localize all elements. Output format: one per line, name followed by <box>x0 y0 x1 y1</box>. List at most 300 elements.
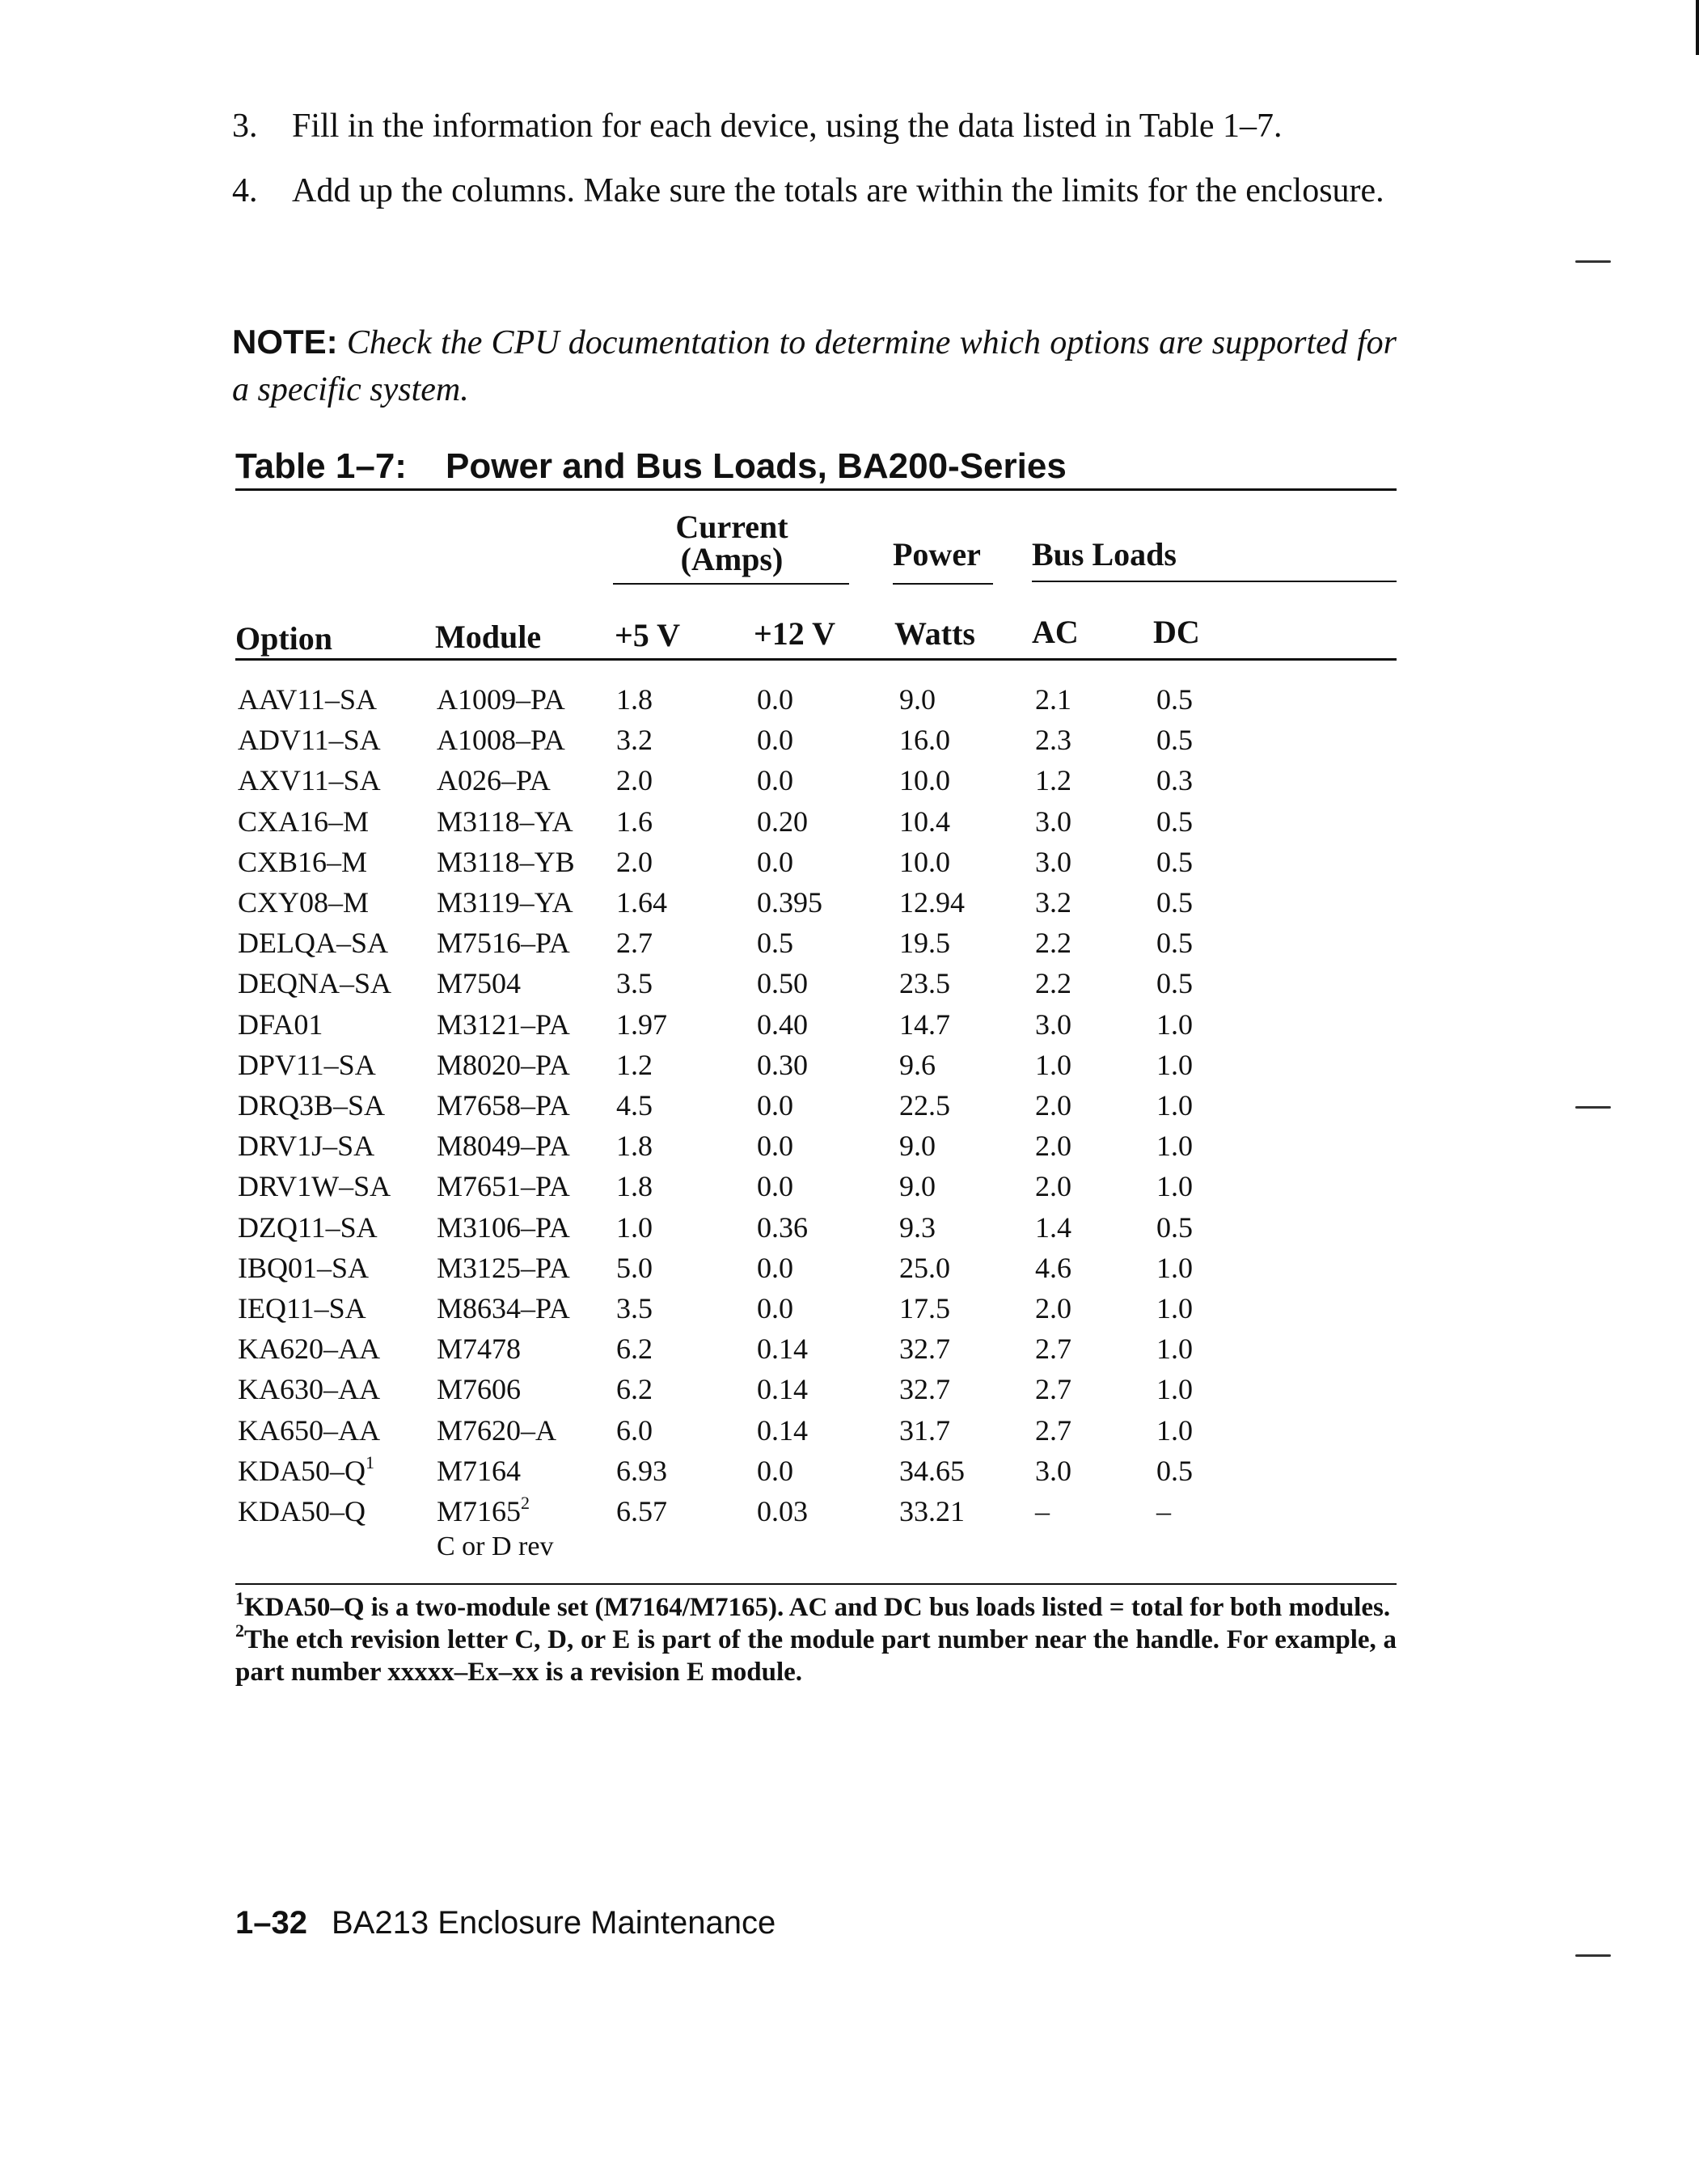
table-cell-ac <box>1035 1211 1071 1244</box>
note-text: Check the CPU documentation to determine which options are supported for a specific system. <box>232 324 1397 408</box>
cell-text: 1.0 <box>616 1211 653 1244</box>
cell-text: 6.2 <box>616 1333 653 1365</box>
current-unit-header: (Amps) <box>680 541 784 577</box>
cell-text: 22.5 <box>899 1089 950 1122</box>
table-cell-module <box>437 764 551 796</box>
cell-text: IEQ11–SA <box>238 1292 366 1324</box>
footnote-mark: 2 <box>235 1620 244 1641</box>
cell-text: 0.20 <box>757 805 808 838</box>
cell-text: A1009–PA <box>437 683 565 716</box>
cell-text: 2.0 <box>616 764 653 796</box>
table-cell-dc <box>1156 1049 1193 1081</box>
cell-text: 0.36 <box>757 1211 808 1244</box>
table-cell-option <box>238 1452 374 1487</box>
table-cell-dc <box>1156 1211 1193 1244</box>
cell-text: 0.0 <box>757 1252 793 1284</box>
cell-text: M7606 <box>437 1373 522 1405</box>
table-cell-dc <box>1156 1252 1193 1284</box>
cell-text: 32.7 <box>899 1333 950 1365</box>
cell-text: 33.21 <box>899 1495 965 1527</box>
table-cell-option <box>238 1211 378 1244</box>
cell-text: M8634–PA <box>437 1292 570 1324</box>
table-cell-option <box>238 1049 376 1081</box>
cell-text: 2.0 <box>1035 1170 1071 1202</box>
footnote <box>235 1620 1397 1688</box>
cell-text: M3106–PA <box>437 1211 570 1244</box>
bus-loads-header: Bus Loads <box>1032 536 1177 572</box>
cell-text: ADV11–SA <box>238 724 381 756</box>
table-cell-dc <box>1156 1292 1193 1324</box>
table-cell-watts <box>899 1089 950 1122</box>
table-cell-module <box>437 1211 570 1244</box>
table-cell-ac <box>1035 1049 1071 1081</box>
note-label: NOTE: <box>232 323 338 361</box>
table-row <box>0 927 1699 967</box>
cell-text: M8049–PA <box>437 1130 570 1162</box>
column-header-module: Module <box>435 619 542 655</box>
cell-text: 0.30 <box>757 1049 808 1081</box>
footnote-ref: 2 <box>521 1493 530 1513</box>
table-cell-watts <box>899 1049 936 1081</box>
table-cell-v12 <box>757 1252 793 1284</box>
cell-text: M7658–PA <box>437 1089 570 1122</box>
cell-text: 9.0 <box>899 1170 936 1202</box>
cell-text: 0.0 <box>757 724 793 756</box>
cell-text: M3125–PA <box>437 1252 570 1284</box>
cell-text: 0.03 <box>757 1495 808 1527</box>
table-cell-option <box>238 967 391 999</box>
table-row <box>0 683 1699 724</box>
cell-text: 0.14 <box>757 1414 808 1447</box>
page-number: 1–32 <box>235 1905 307 1941</box>
cell-text: M3118–YA <box>437 805 573 838</box>
cell-text: M7516–PA <box>437 927 570 959</box>
table-cell-ac <box>1035 1333 1071 1365</box>
table-cell-option <box>238 1495 366 1527</box>
table-cell-ac <box>1035 1089 1071 1122</box>
table-cell-ac <box>1035 724 1071 756</box>
table-cell-v12 <box>757 724 793 756</box>
table-cell-module <box>437 805 573 838</box>
table-row <box>0 1211 1699 1252</box>
table-cell-option <box>238 1170 391 1202</box>
cell-text: M7164 <box>437 1455 522 1487</box>
table-row <box>0 846 1699 886</box>
cell-text: 1.6 <box>616 805 653 838</box>
table-cell-option <box>238 886 369 919</box>
page-footer <box>235 1905 776 1941</box>
cell-text: 0.5 <box>1156 1455 1193 1487</box>
table-cell-watts <box>899 1130 936 1162</box>
table-cell-v5 <box>616 967 653 999</box>
table-cell-v5 <box>616 1495 667 1527</box>
table-row <box>0 886 1699 927</box>
cell-text: 2.0 <box>1035 1130 1071 1162</box>
table-cell-module <box>437 1049 570 1081</box>
table-cell-option <box>238 1008 323 1041</box>
cell-text: – <box>1156 1495 1171 1527</box>
cell-text: 31.7 <box>899 1414 950 1447</box>
cell-text: DPV11–SA <box>238 1049 376 1081</box>
table-cell-watts <box>899 764 950 796</box>
table-cell-watts <box>899 886 965 919</box>
step-text: Fill in the information for each device, using the data listed in Table 1–7. <box>292 108 1283 145</box>
column-header-ac: AC <box>1032 614 1079 650</box>
cell-text: 3.5 <box>616 1292 653 1324</box>
table-cell-module <box>437 886 573 919</box>
table-cell-ac <box>1035 1130 1071 1162</box>
table-cell-v5 <box>616 1211 653 1244</box>
table-cell-watts <box>899 1211 936 1244</box>
table-cell-watts <box>899 1373 950 1405</box>
cell-text: DFA01 <box>238 1008 323 1041</box>
table-cell-ac <box>1035 967 1071 999</box>
table-cell-v12 <box>757 1008 808 1041</box>
footnotes <box>235 1588 1397 1688</box>
table-cell-v5 <box>616 886 667 919</box>
cell-text: 0.5 <box>757 927 793 959</box>
table-cell-module <box>437 1130 570 1162</box>
table-row <box>0 1252 1699 1292</box>
table-cell-v12 <box>757 1089 793 1122</box>
table-cell-dc <box>1156 1130 1193 1162</box>
table-cell-v12 <box>757 967 808 999</box>
table-cell-module <box>437 967 521 999</box>
table-cell-module <box>437 1455 521 1487</box>
cell-text: DEQNA–SA <box>238 967 392 999</box>
cell-text: 0.0 <box>757 1170 793 1202</box>
cell-text: IBQ01–SA <box>238 1252 370 1284</box>
table-cell-dc <box>1156 724 1193 756</box>
table-cell-module <box>437 1008 570 1041</box>
table-row <box>0 1170 1699 1210</box>
cell-text: 1.0 <box>1156 1049 1193 1081</box>
cell-text: 2.0 <box>616 846 653 878</box>
column-header-watts: Watts <box>894 615 975 652</box>
cell-text: DRV1W–SA <box>238 1170 391 1202</box>
cell-text: 1.0 <box>1035 1049 1071 1081</box>
table-cell-dc <box>1156 967 1193 999</box>
table-cell-option <box>238 1414 380 1447</box>
cell-text: 4.6 <box>1035 1252 1071 1284</box>
table-cell-option <box>238 927 388 959</box>
cell-text: 1.0 <box>1156 1333 1193 1365</box>
table-cell-v5 <box>616 1170 653 1202</box>
footnote-text: The etch revision letter C, D, or E is part of the module part number near the handle. For example, a part number xxxxx–Ex–xx is a revision E module. <box>235 1625 1397 1687</box>
cell-text: DZQ11–SA <box>238 1211 378 1244</box>
cell-text: 19.5 <box>899 927 950 959</box>
cell-text: 3.0 <box>1035 805 1071 838</box>
table-cell-v5 <box>616 1455 667 1487</box>
column-header-option: Option <box>235 620 333 657</box>
table-cell-module <box>437 683 565 716</box>
cell-text: 2.7 <box>1035 1414 1071 1447</box>
table-row <box>0 1130 1699 1170</box>
footnote <box>235 1588 1397 1624</box>
cell-text: DELQA–SA <box>238 927 388 959</box>
table-cell-dc <box>1156 764 1193 796</box>
cell-text: 6.57 <box>616 1495 667 1527</box>
cell-text: CXY08–M <box>238 886 370 919</box>
table-cell-option <box>238 1292 366 1324</box>
cell-text: 10.0 <box>899 846 950 878</box>
table-cell-module <box>437 1495 553 1563</box>
cell-text: 1.0 <box>1156 1089 1193 1122</box>
table-cell-ac <box>1035 886 1071 919</box>
cell-text: 1.8 <box>616 1130 653 1162</box>
cell-text: 0.5 <box>1156 1211 1193 1244</box>
table-cell-dc <box>1156 683 1193 716</box>
cell-text: 3.2 <box>616 724 653 756</box>
footnote-mark: 1 <box>235 1588 244 1608</box>
cell-text: 1.0 <box>1156 1373 1193 1405</box>
table-cell-watts <box>899 1414 950 1447</box>
table-cell-v12 <box>757 805 808 838</box>
table-row <box>0 724 1699 764</box>
table-cell-dc <box>1156 1089 1193 1122</box>
table-cell-option <box>238 724 381 756</box>
table-cell-v12 <box>757 1292 793 1324</box>
table-cell-module <box>437 1292 570 1324</box>
table-cell-ac <box>1035 764 1071 796</box>
cell-text: 14.7 <box>899 1008 950 1041</box>
cell-text: 0.5 <box>1156 805 1193 838</box>
cell-text: 3.0 <box>1035 846 1071 878</box>
step-text: Add up the columns. Make sure the totals are within the limits for the enclosure. <box>292 172 1384 209</box>
table-number: Table 1–7: <box>235 446 407 486</box>
table-cell-ac <box>1035 805 1071 838</box>
table-cell-watts <box>899 1252 950 1284</box>
table-cell-watts <box>899 1170 936 1202</box>
table-cell-v5 <box>616 805 653 838</box>
table-cell-option <box>238 1252 369 1284</box>
cell-text: 0.0 <box>757 1292 793 1324</box>
table-row <box>0 764 1699 805</box>
table-cell-v12 <box>757 1211 808 1244</box>
cell-text: 4.5 <box>616 1089 653 1122</box>
table-cell-dc <box>1156 1008 1193 1041</box>
cell-text: CXB16–M <box>238 846 368 878</box>
cell-text: 32.7 <box>899 1373 950 1405</box>
cell-text: M3119–YA <box>437 886 573 919</box>
table-cell-module <box>437 1373 521 1405</box>
cell-text: 0.0 <box>757 764 793 796</box>
table-cell-dc <box>1156 1170 1193 1202</box>
table-bottom-rule <box>235 1583 1397 1585</box>
cell-text: 1.0 <box>1156 1008 1193 1041</box>
table-row <box>0 967 1699 1008</box>
table-cell-module <box>437 1414 556 1447</box>
table-cell-dc <box>1156 927 1193 959</box>
table-cell-option <box>238 846 367 878</box>
cell-text: 23.5 <box>899 967 950 999</box>
cell-text: 10.0 <box>899 764 950 796</box>
footnote-ref: 1 <box>366 1452 374 1472</box>
cell-text: 1.0 <box>1156 1414 1193 1447</box>
table-cell-ac <box>1035 1495 1050 1527</box>
step-number: 4. <box>232 172 258 209</box>
cell-text: M7620–A <box>437 1414 557 1447</box>
cell-text: 2.7 <box>616 927 653 959</box>
cell-text: 1.2 <box>1035 764 1071 796</box>
cell-text: CXA16–M <box>238 805 370 838</box>
table-cell-watts <box>899 1292 950 1324</box>
cell-text: 1.8 <box>616 683 653 716</box>
table-cell-ac <box>1035 846 1071 878</box>
cell-text: M3121–PA <box>437 1008 570 1041</box>
table-cell-v12 <box>757 1049 808 1081</box>
table-cell-v12 <box>757 1130 793 1162</box>
table-cell-dc <box>1156 1455 1193 1487</box>
cell-text: 6.93 <box>616 1455 667 1487</box>
cell-text: 0.5 <box>1156 724 1193 756</box>
cell-text: KA630–AA <box>238 1373 380 1405</box>
table-title: Power and Bus Loads, BA200-Series <box>446 446 1067 486</box>
table-cell-ac <box>1035 1373 1071 1405</box>
table-cell-v5 <box>616 1130 653 1162</box>
cell-text: 0.5 <box>1156 927 1193 959</box>
table-cell-dc <box>1156 1495 1171 1527</box>
cell-text: 0.40 <box>757 1008 808 1041</box>
table-cell-module <box>437 724 565 756</box>
table-cell-v5 <box>616 724 653 756</box>
table-cell-watts <box>899 1455 965 1487</box>
table-row <box>0 805 1699 846</box>
table-cell-v5 <box>616 846 653 878</box>
table-cell-ac <box>1035 1252 1071 1284</box>
table-cell-v5 <box>616 1414 653 1447</box>
table-cell-v5 <box>616 1373 653 1405</box>
table-cell-v5 <box>616 1252 653 1284</box>
cell-text: 0.0 <box>757 1089 793 1122</box>
table-cell-v5 <box>616 1292 653 1324</box>
cell-text: 1.0 <box>1156 1170 1193 1202</box>
table-cell-ac <box>1035 1414 1071 1447</box>
table-cell-watts <box>899 927 950 959</box>
cell-text: 1.97 <box>616 1008 667 1041</box>
cell-text: 3.0 <box>1035 1008 1071 1041</box>
table-cell-dc <box>1156 1373 1193 1405</box>
current-header: Current <box>675 509 788 545</box>
cell-text: AAV11–SA <box>238 683 378 716</box>
table-cell-v12 <box>757 927 793 959</box>
cell-text: M7651–PA <box>437 1170 570 1202</box>
table-cell-watts <box>899 1333 950 1365</box>
table-cell-watts <box>899 805 950 838</box>
table-cell-v12 <box>757 1455 793 1487</box>
power-header: Power <box>893 536 981 572</box>
table-cell-module <box>437 846 575 878</box>
table-cell-option <box>238 1373 380 1405</box>
table-cell-module <box>437 1170 570 1202</box>
table-row <box>0 1373 1699 1413</box>
cell-text: 9.6 <box>899 1049 936 1081</box>
cell-text: 0.14 <box>757 1333 808 1365</box>
cell-text: 17.5 <box>899 1292 950 1324</box>
table-row <box>0 1008 1699 1049</box>
cell-text: KDA50–Q <box>238 1495 366 1527</box>
table-row <box>0 1452 1699 1495</box>
table-cell-v12 <box>757 846 793 878</box>
column-header-12v: +12 V <box>754 615 835 652</box>
table-cell-v5 <box>616 1049 653 1081</box>
cell-text: 0.0 <box>757 1455 793 1487</box>
cell-text: M8020–PA <box>437 1049 570 1081</box>
cell-text: 0.5 <box>1156 846 1193 878</box>
table-cell-module <box>437 1333 521 1365</box>
table-cell-ac <box>1035 1008 1071 1041</box>
table-row <box>0 1414 1699 1455</box>
cell-text: 1.8 <box>616 1170 653 1202</box>
cell-text: A1008–PA <box>437 724 565 756</box>
table-cell-dc <box>1156 1414 1193 1447</box>
cell-text: 9.3 <box>899 1211 936 1244</box>
table-cell-watts <box>899 1008 950 1041</box>
table-cell-dc <box>1156 1333 1193 1365</box>
cell-text: 6.0 <box>616 1414 653 1447</box>
footnote-text: KDA50–Q is a two-module set (M7164/M7165). AC and DC bus loads listed = total for both modules. <box>244 1593 1391 1622</box>
table-row <box>0 1493 1699 1561</box>
table-row <box>0 1049 1699 1089</box>
cell-text: A026–PA <box>437 764 551 796</box>
cell-text: DRQ3B–SA <box>238 1089 386 1122</box>
column-header-5v: +5 V <box>615 617 680 653</box>
cell-text: 2.2 <box>1035 967 1071 999</box>
cell-text: 0.5 <box>1156 683 1193 716</box>
table-cell-dc <box>1156 886 1193 919</box>
table-cell-dc <box>1156 846 1193 878</box>
table-row <box>0 1089 1699 1130</box>
table-cell-module <box>437 1089 570 1122</box>
cell-text: M7478 <box>437 1333 522 1365</box>
cell-text: 10.4 <box>899 805 950 838</box>
cell-subtext: C or D rev <box>437 1531 554 1561</box>
cell-text: 0.5 <box>1156 967 1193 999</box>
cell-text: 9.0 <box>899 683 936 716</box>
table-cell-option <box>238 1130 374 1162</box>
column-header-dc: DC <box>1153 614 1200 650</box>
cell-text: AXV11–SA <box>238 764 381 796</box>
cell-text: 1.0 <box>1156 1130 1193 1162</box>
table-cell-watts <box>899 724 950 756</box>
cell-text: 16.0 <box>899 724 950 756</box>
table-cell-v5 <box>616 764 653 796</box>
table-cell-option <box>238 683 377 716</box>
table-cell-v5 <box>616 1089 653 1122</box>
step-number: 3. <box>232 108 258 145</box>
table-cell-option <box>238 1089 385 1122</box>
cell-text: DRV1J–SA <box>238 1130 375 1162</box>
cell-text: 3.5 <box>616 967 653 999</box>
table-cell-watts <box>899 967 950 999</box>
table-cell-v12 <box>757 1495 808 1527</box>
cell-text: 2.1 <box>1035 683 1071 716</box>
cell-text: 3.2 <box>1035 886 1071 919</box>
cell-text: 1.0 <box>1156 1252 1193 1284</box>
table-cell-v12 <box>757 1170 793 1202</box>
table-cell-module <box>437 927 570 959</box>
cell-text: KDA50–Q <box>238 1455 366 1487</box>
cell-text: M3118–YB <box>437 846 575 878</box>
table-cell-v5 <box>616 1008 667 1041</box>
cell-text: 9.0 <box>899 1130 936 1162</box>
table-cell-watts <box>899 683 936 716</box>
cell-text: 0.50 <box>757 967 808 999</box>
cell-text: KA620–AA <box>238 1333 380 1365</box>
cell-text: 1.0 <box>1156 1292 1193 1324</box>
footer-title: BA213 Enclosure Maintenance <box>331 1905 776 1941</box>
table-cell-v12 <box>757 1373 808 1405</box>
